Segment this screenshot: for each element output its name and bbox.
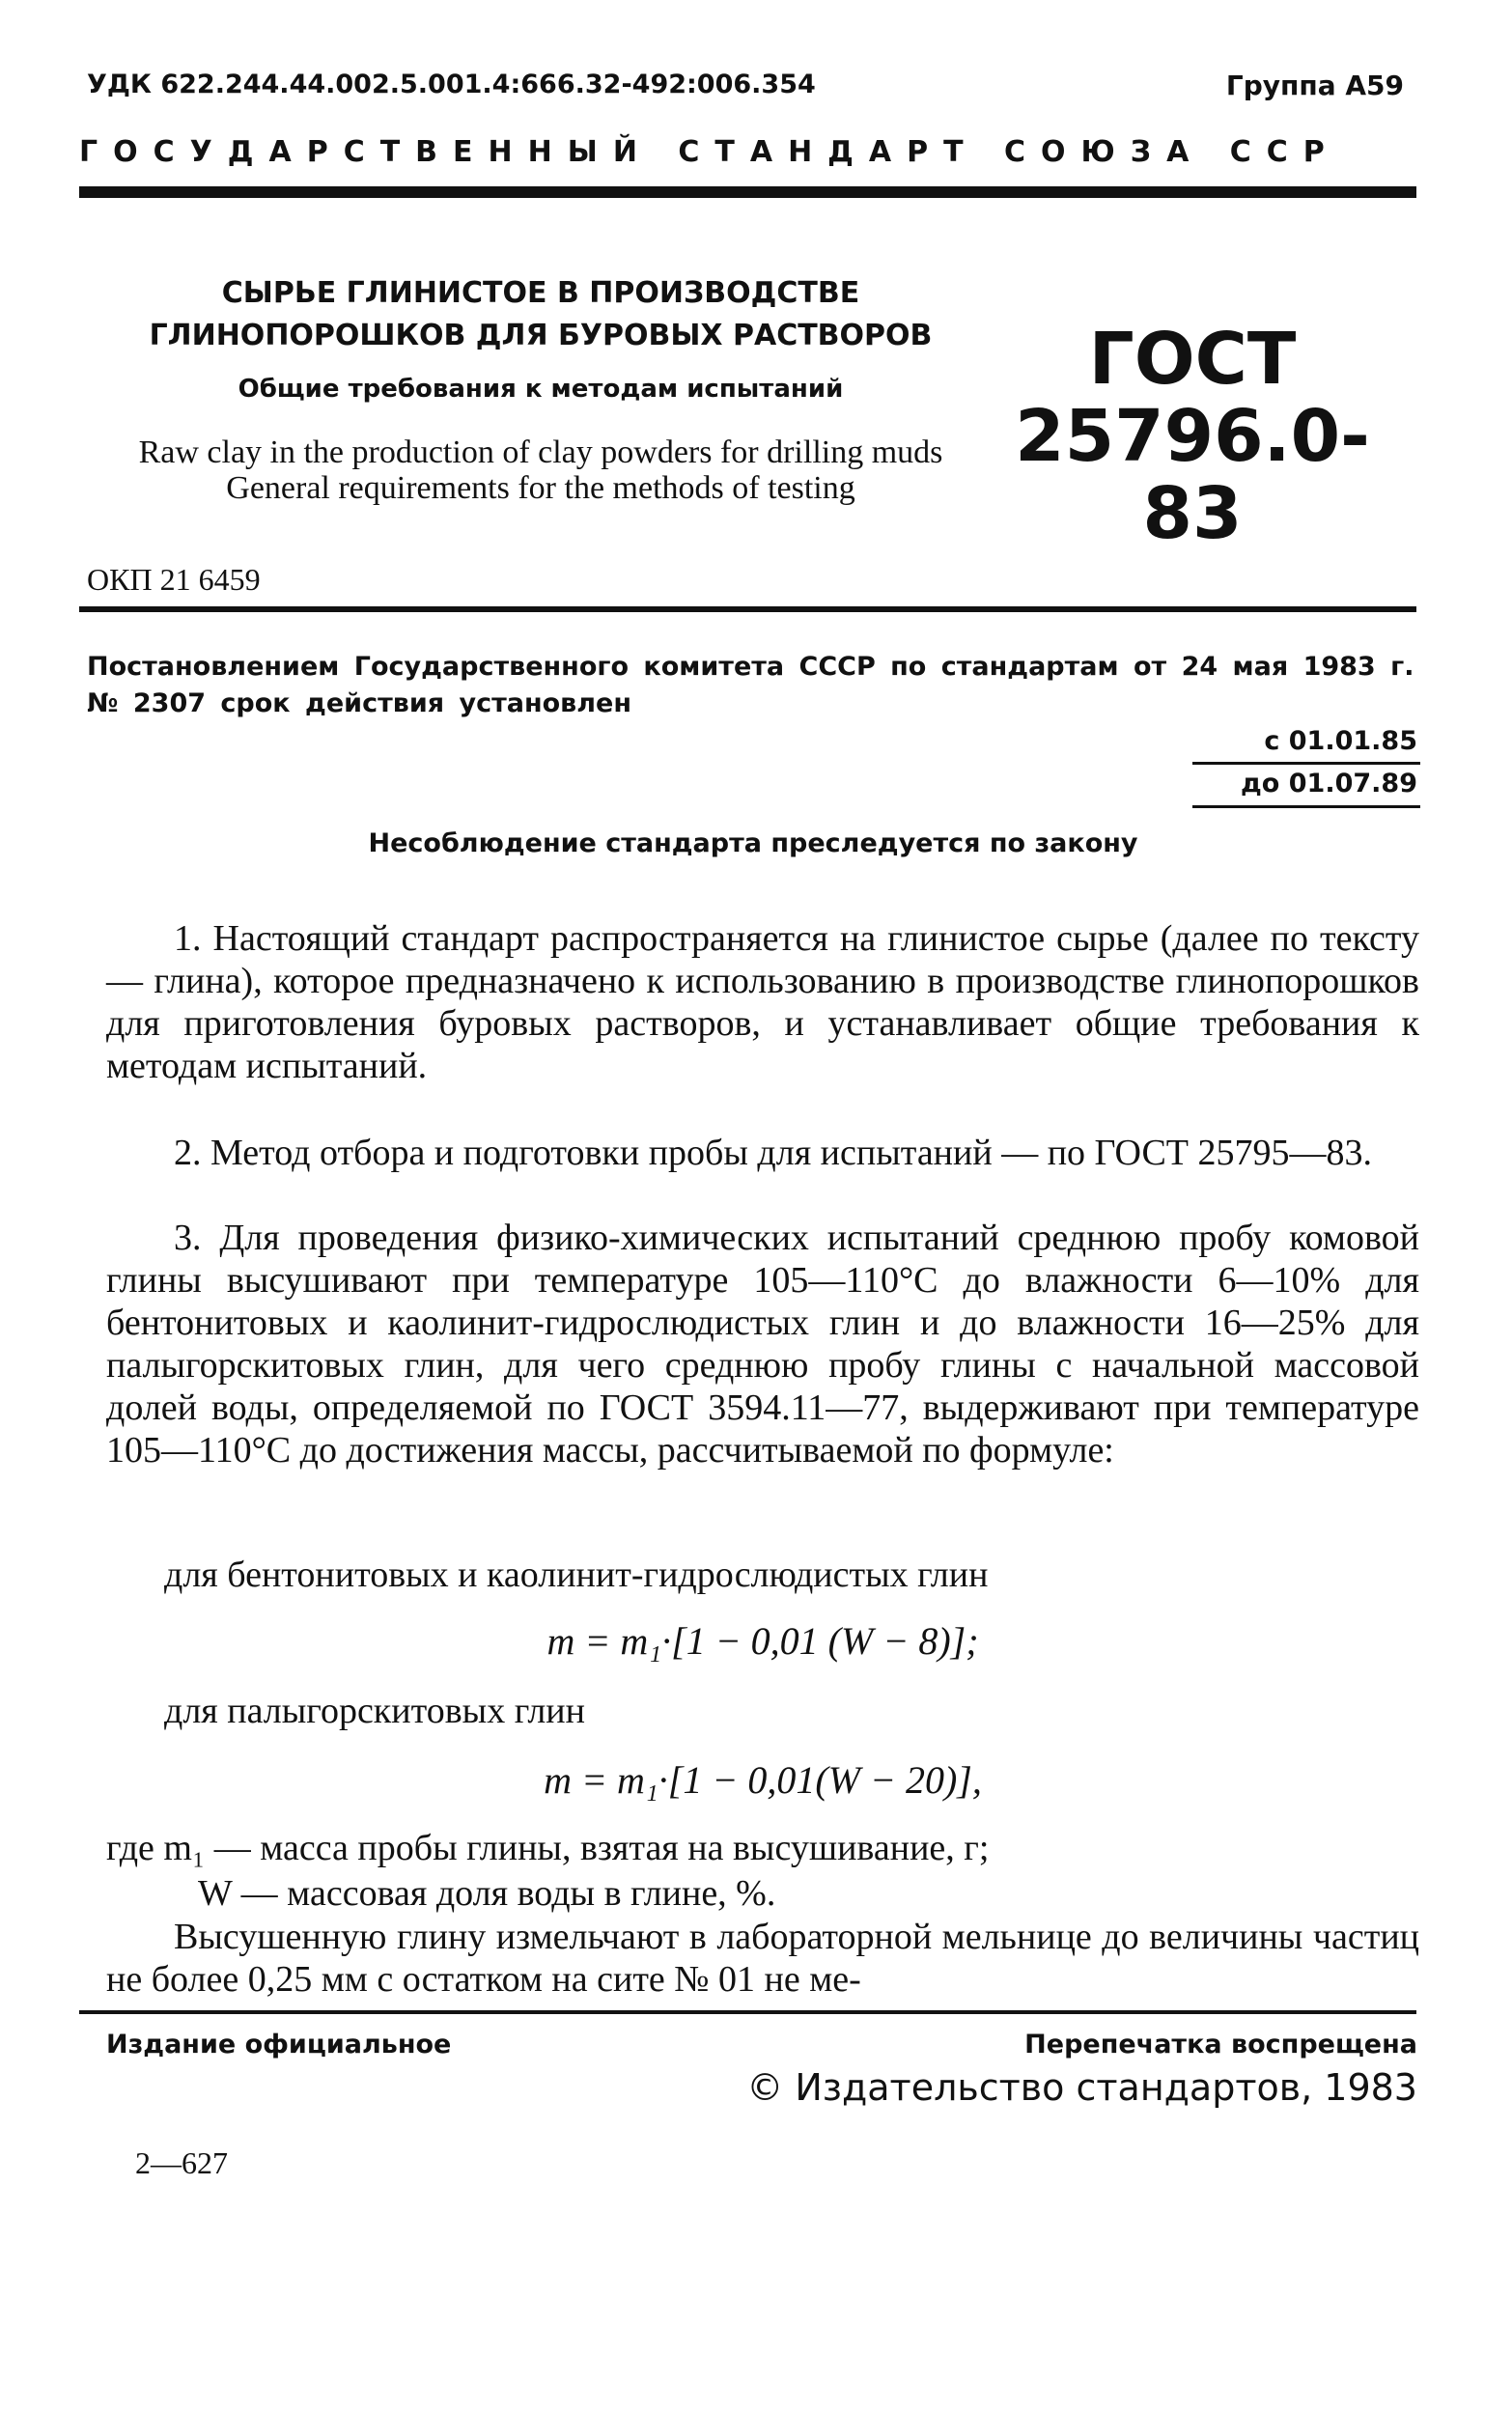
footer-rule — [79, 2010, 1416, 2014]
date-rule-2 — [1192, 805, 1420, 808]
reprint-notice: Перепечатка воспрещена — [1024, 2030, 1417, 2060]
legend-m1: где m₁ — масса пробы глины, взятая на высушивание, г; — [106, 1828, 990, 1868]
document-title — [135, 272, 946, 357]
valid-to-date: до 01.07.89 — [1241, 769, 1417, 799]
paragraph-bentonite: для бентонитовых и каолинит-гидрослюдистых глин — [164, 1555, 989, 1595]
title-rule — [79, 606, 1416, 612]
official-edition-label: Издание официальное — [106, 2030, 452, 2060]
paragraph-3: 3. Для проведения физико-химических испытаний среднюю пробу комовой глины высушивают при температуре 105—110°С до влажности 6—10% для бентонитовых и каолинит-гидрослюдистых глин и до влажности 16—25% для палыгорскитовых глин, для чего среднюю пробу глины с начальной массовой долей воды, определяемой по ГОСТ 3594.11—77, выдерживают при температуре 105—110°С до достижения массы, рассчитываемой по формуле: — [106, 1218, 1419, 1471]
title-line-1: СЫРЬЕ ГЛИНИСТОЕ В ПРОИЗВОДСТВЕ — [221, 276, 860, 310]
formula-1: m = m₁·[1 − 0,01 (W − 8)]; — [546, 1619, 979, 1663]
paragraph-2: 2. Метод отбора и подготовки пробы для испытаний — по ГОСТ 25795—83. — [174, 1133, 1373, 1173]
copyright-line: © Издательство стандартов, 1983 — [746, 2066, 1417, 2109]
english-title: Raw clay in the production of clay powders for drilling muds General requirements for the methods of testing — [138, 434, 943, 506]
formula-2: m = m₁·[1 − 0,01(W − 20)], — [544, 1758, 982, 1802]
okp-code: ОКП 21 6459 — [87, 562, 261, 597]
header-rule — [79, 186, 1416, 198]
group-code: Группа А59 — [1225, 70, 1404, 101]
page-code: 2—627 — [135, 2145, 228, 2180]
gost-prefix: ГОСТ — [1088, 318, 1297, 401]
paragraph-1: 1. Настоящий стандарт распространяется на глинистое сырье (далее по тексту — глина), которое предназначено к использованию в производстве глинопорошков для приготовления буровых растворов, и устанавливает общие требования к методам испытаний. — [106, 918, 1419, 1086]
paragraph-drying: Высушенную глину измельчают в лабораторной мельнице до величины частиц не более 0,25 мм с остатком на сите № 01 не ме- — [106, 1917, 1419, 2000]
legend-w: W — массовая доля воды в глине, %. — [198, 1873, 776, 1914]
document-subtitle: Общие требования к методам испытаний — [238, 375, 844, 404]
date-rule-1 — [1192, 762, 1420, 765]
paragraph-palygorskite: для палыгорскитовых глин — [164, 1691, 585, 1731]
valid-from-date: с 01.01.85 — [1264, 726, 1417, 756]
state-standard-banner: ГОСУДАРСТВЕННЫЙ СТАНДАРТ СОЮЗА ССР — [79, 135, 1340, 169]
decree-text: Постановлением Государственного комитета СССР по стандартам от 24 мая 1983 г. № 2307 срок действия установлен — [87, 652, 1414, 718]
gost-number: 25796.0-83 — [1015, 395, 1370, 555]
udk-code: УДК 622.244.44.002.5.001.4:666.32-492:006.354 — [87, 70, 816, 99]
gost-designation — [966, 318, 1419, 555]
law-notice: Несоблюдение стандарта преследуется по закону — [368, 828, 1138, 858]
title-line-2: ГЛИНОПОРОШКОВ ДЛЯ БУРОВЫХ РАСТВОРОВ — [149, 319, 933, 352]
